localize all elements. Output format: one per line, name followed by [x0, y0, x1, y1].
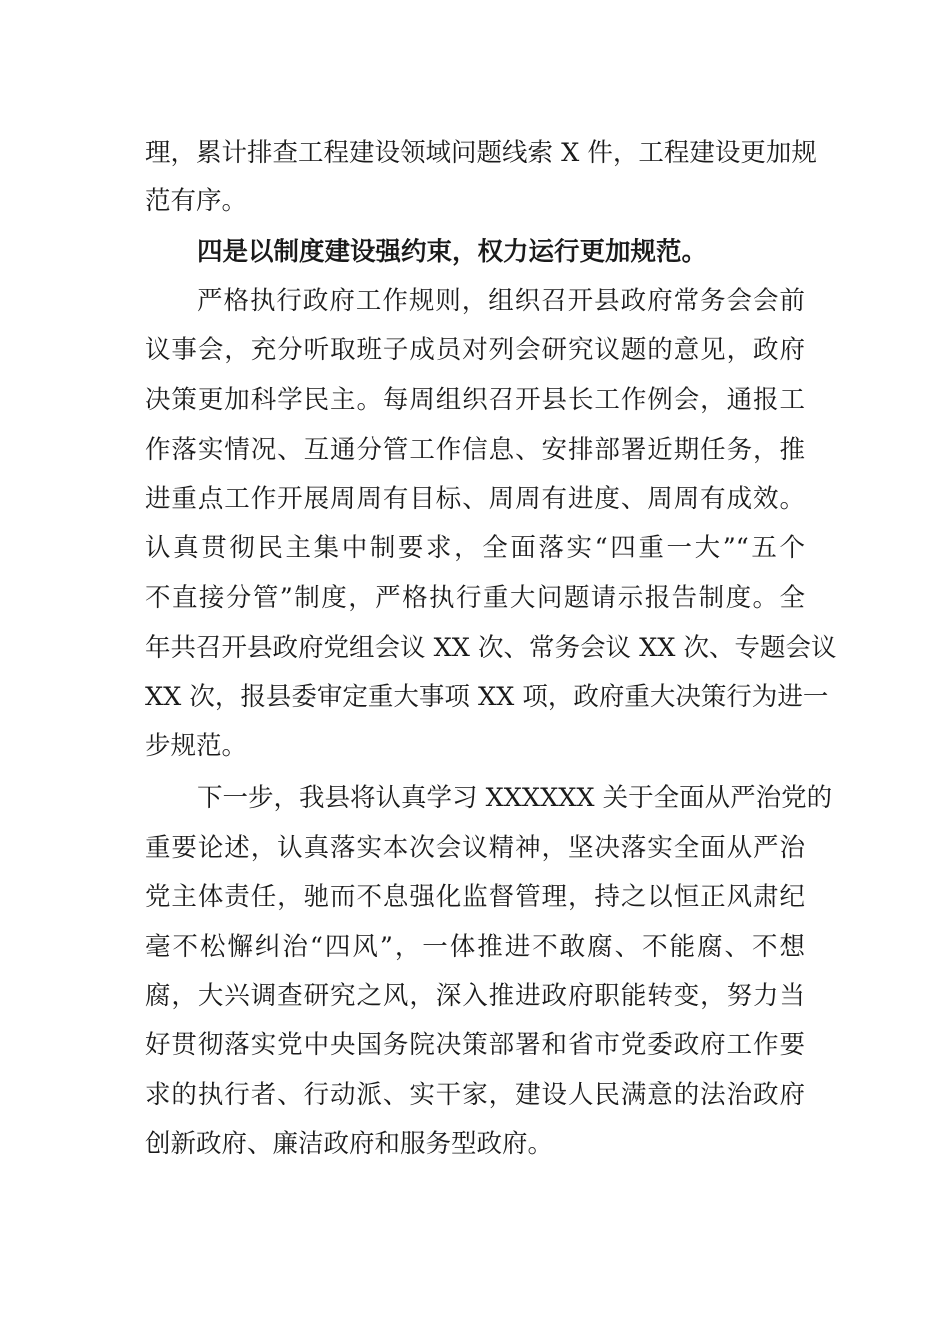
paragraph-line: 好贯彻落实党中央国务院决策部署和省市党委政府工作要: [145, 1030, 805, 1060]
paragraph-line: 下一步，我县将认真学习 XXXXXX 关于全面从严治党的: [197, 783, 833, 813]
paragraph-line: 理，累计排查工程建设领域问题线索 X 件，工程建设更加规: [145, 138, 817, 168]
paragraph-line: 步规范。: [145, 731, 248, 761]
paragraph-line: 认真贯彻民主集中制要求，全面落实“四重一大”“五个: [145, 533, 805, 563]
paragraph-line: 年共召开县政府党组会议 XX 次、常务会议 XX 次、专题会议: [145, 633, 837, 663]
paragraph-line: 创新政府、廉洁政府和服务型政府。: [145, 1129, 554, 1159]
paragraph-line: 重要论述，认真落实本次会议精神，坚决落实全面从严治: [145, 833, 805, 863]
paragraph-line: 严格执行政府工作规则，组织召开县政府常务会会前: [197, 286, 805, 316]
paragraph-line: 毫不松懈纠治“四风”，一体推进不敢腐、不能腐、不想: [145, 932, 805, 962]
paragraph-line: 决策更加科学民主。每周组织召开县长工作例会，通报工: [145, 385, 805, 415]
paragraph-line: 不直接分管”制度，严格执行重大问题请示报告制度。全: [145, 583, 805, 613]
paragraph-line: 范有序。: [145, 186, 248, 216]
section-heading: 四是以制度建设强约束，权力运行更加规范。: [197, 237, 708, 267]
paragraph-line: 进重点工作开展周周有目标、周周有进度、周周有成效。: [145, 484, 805, 514]
paragraph-line: 议事会，充分听取班子成员对列会研究议题的意见，政府: [145, 335, 805, 365]
paragraph-line: 求的执行者、行动派、实干家，建设人民满意的法治政府: [145, 1080, 805, 1110]
paragraph-line: 作落实情况、互通分管工作信息、安排部署近期任务，推: [145, 435, 805, 465]
paragraph-line: 腐，大兴调查研究之风，深入推进政府职能转变，努力当: [145, 981, 805, 1011]
paragraph-line: XX 次，报县委审定重大事项 XX 项，政府重大决策行为进一: [145, 682, 829, 712]
paragraph-line: 党主体责任，驰而不息强化监督管理，持之以恒正风肃纪: [145, 882, 805, 912]
